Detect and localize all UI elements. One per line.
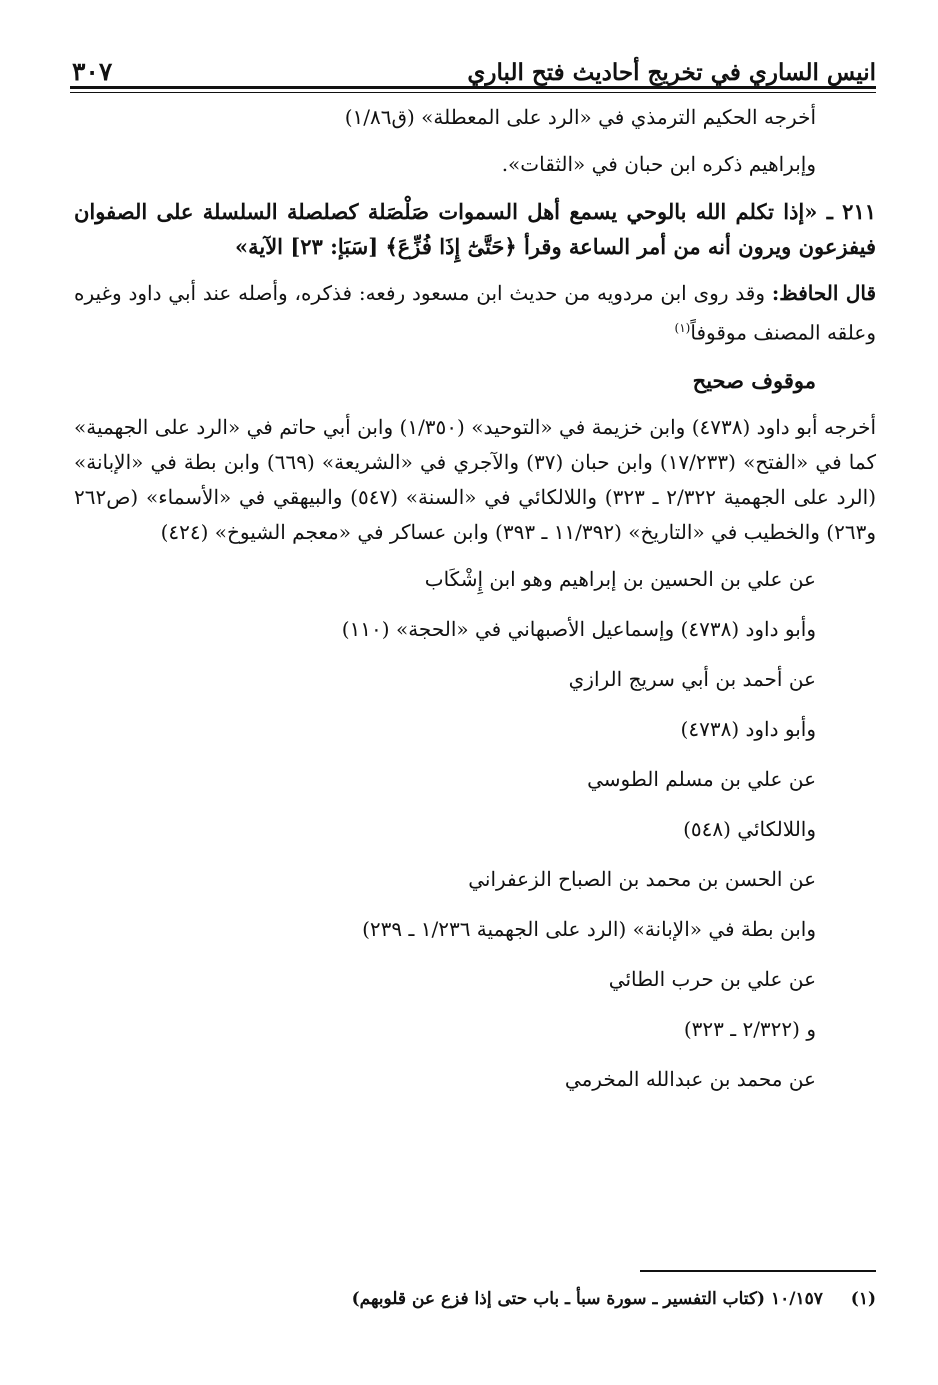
chain-line: عن الحسن بن محمد بن الصباح الزعفراني xyxy=(468,866,816,891)
takhrij-paragraph xyxy=(74,410,876,550)
footnote-number: (١) xyxy=(850,1289,876,1309)
hadith-number: ٢١١ ـ xyxy=(826,199,877,224)
text-line: أخرجه الحكيم الترمذي في «الرد على المعطلة» (ق١/٨٦) xyxy=(344,105,816,129)
chain-line: واللالكائي (٥٤٨) xyxy=(683,816,816,841)
hafiz-paragraph xyxy=(74,276,876,351)
header-rule-thin xyxy=(70,92,876,93)
running-header xyxy=(72,40,876,86)
chain-line: عن أحمد بن أبي سريج الرازي xyxy=(568,666,816,691)
header-rule-thick xyxy=(70,86,876,89)
main-text xyxy=(74,100,876,1112)
chain-line: و (٢/٣٢٢ ـ ٣٢٣) xyxy=(683,1016,816,1041)
chain-line: وأبو داود (٤٧٣٨) xyxy=(680,716,816,741)
chain-line: وابن بطة في «الإبانة» (الرد على الجهمية ١/٢٣٦ ـ ٢٣٩) xyxy=(362,916,816,941)
takhrij-text: أخرجه أبو داود (٤٧٣٨) وابن خزيمة في «التوحيد» (١/٣٥٠) وابن أبي حاتم في «الرد على الجهمية» كما في «الفتح» (١٧/٢٣٣) وابن حبان (٣٧) والآجري في «الشريعة» (٦٦٩) وابن بطة في «الإبانة» (الرد على الجهمية ٢/٣٢٢ ـ ٣٢٣) واللالكائي في «السنة» (٥٤٧) والبيهقي في «الأسماء» (ص٢٦٢ و٢٦٣) والخطيب في «التاريخ» (١١/٣٩٢ ـ ٣٩٣) وابن عساكر في «معجم الشيوخ» (٤٢٤) xyxy=(74,414,876,544)
chain-line: عن علي بن حرب الطائي xyxy=(608,966,816,991)
chain-line: عن محمد بن عبدالله المخرمي xyxy=(564,1066,816,1091)
hadith-text: «إذا تكلم الله بالوحي يسمع أهل السموات صَلْصَلة كصلصلة السلسلة على الصفوان فيفزعون ويرون أنه من أمر الساعة وقرأ ﴿حَتَّىٰٓ إِذَا فُزِّعَ﴾ [سَبَإ: ٢٣] الآية» xyxy=(74,199,876,259)
hadith-entry xyxy=(74,194,876,264)
book-title: انيس الساري في تخريج أحاديث فتح الباري xyxy=(467,59,876,86)
chain-line: وأبو داود (٤٧٣٨) وإسماعيل الأصبهاني في «الحجة» (١١٠) xyxy=(341,616,816,641)
text-line: وإبراهيم ذكره ابن حبان في «الثقات». xyxy=(501,152,816,176)
chain-line: عن علي بن مسلم الطوسي xyxy=(587,766,816,791)
footnote xyxy=(74,1286,876,1312)
hafiz-text: وقد روى ابن مردويه من حديث ابن مسعود رفعه: فذكره، وأصله عند أبي داود وغيره وعلقه المصنف موقوفاً xyxy=(74,281,876,345)
hafiz-label: قال الحافظ: xyxy=(771,281,877,305)
grade-heading: موقوف صحيح xyxy=(692,367,816,393)
chain-line: عن علي بن الحسين بن إبراهيم وهو ابن إِشْكَاب xyxy=(424,566,816,591)
page-number: ٣٠٧ xyxy=(72,57,113,86)
footnote-rule xyxy=(640,1270,876,1272)
footnote-ref: (١) xyxy=(674,321,691,335)
footnote-text: ١٠/١٥٧ (كتاب التفسير ـ سورة سبأ ـ باب حتى إذا فزع عن قلوبهم) xyxy=(351,1289,823,1309)
